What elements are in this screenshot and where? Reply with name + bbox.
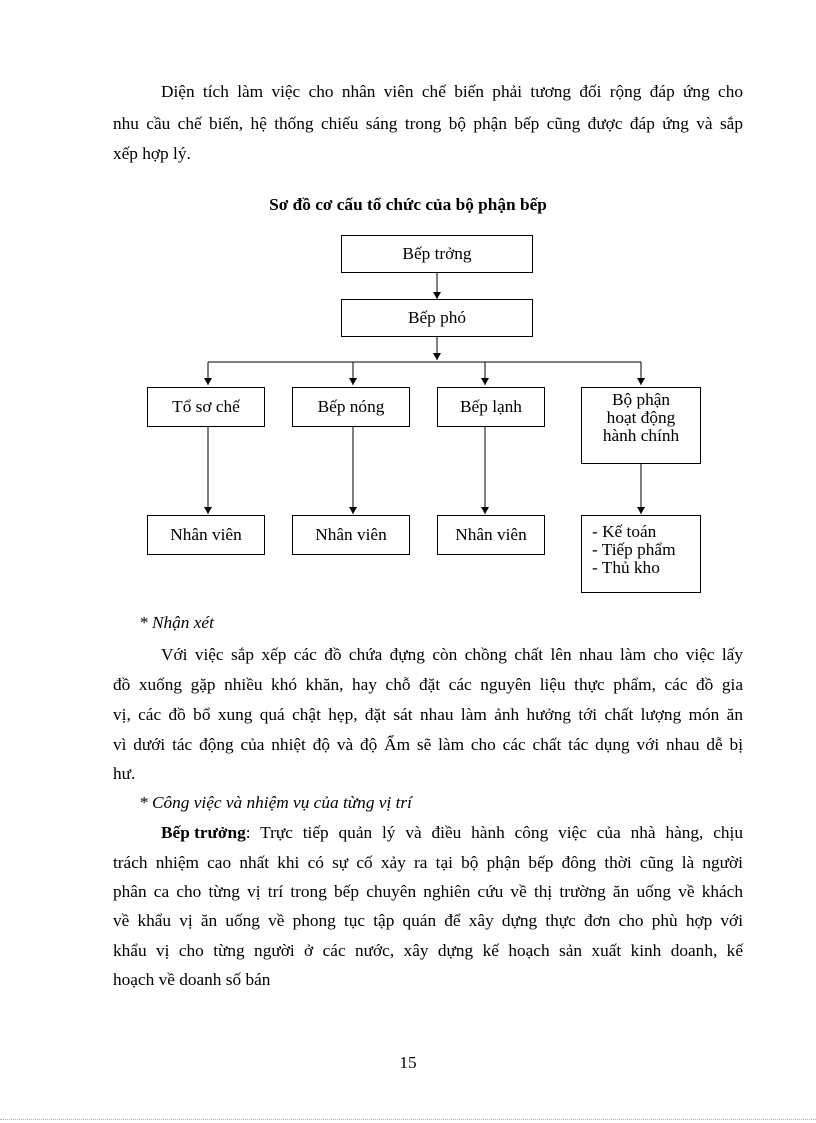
- dept-label-line-3: hành chính: [602, 426, 680, 445]
- staff-label: Nhân viên: [455, 525, 527, 544]
- remarks-line-5: hư.: [113, 764, 136, 783]
- duties-term: Bếp trưởng: [161, 823, 246, 842]
- staff-box-cold-kitchen: [437, 515, 545, 555]
- page-edge-divider: [0, 1119, 816, 1120]
- staff-box-hot-kitchen: [292, 515, 410, 555]
- remarks-line-1: Với việc sắp xếp các đồ chứa đựng còn chồng chất lên nhau làm cho việc lấy: [161, 645, 743, 664]
- dept-label: Bếp lạnh: [460, 397, 522, 416]
- page-number: 15: [399, 1053, 417, 1072]
- remarks-line-4: vì dưới tác động của nhiệt độ và độ Ẩm sẽ làm cho các chất tác dụng với nhau dễ bị: [113, 735, 743, 754]
- duties-line-3: phân ca cho từng vị trí trong bếp chuyên nghiên cứu về thị trường ăn uống về khách: [113, 882, 743, 901]
- staff-list-item: - Tiếp phẩm: [592, 540, 676, 559]
- duties-line-5: khẩu vị cho từng người ở các nước, xây dựng kế hoạch sản xuất kinh doanh, kế: [113, 941, 743, 960]
- intro-line-2: nhu cầu chế biến, hệ thống chiếu sáng trong bộ phận bếp cũng được đáp ứng và sắp: [113, 114, 743, 133]
- staff-list-item: - Kế toán: [592, 522, 657, 541]
- duties-line-1: [161, 822, 743, 844]
- intro-line-1: Diện tích làm việc cho nhân viên chế biến phải tương đối rộng đáp ứng cho: [161, 82, 743, 101]
- intro-line-3: xếp hợp lý.: [113, 144, 191, 163]
- dept-label: Tổ sơ chế: [172, 397, 240, 416]
- dept-box-hot-kitchen: [292, 387, 410, 427]
- staff-label: Nhân viên: [315, 525, 387, 544]
- deputy-chef-box: [341, 299, 533, 337]
- remarks-line-3: vị, các đồ bổ xung quá chật hẹp, đặt sát nhau làm ảnh hưởng tới chất lượng món ăn: [113, 705, 743, 724]
- duties-line-6: hoạch về doanh số bán: [113, 970, 271, 989]
- head-chef-label: Bếp trởng: [402, 244, 472, 263]
- dept-box-admin: [581, 387, 701, 464]
- remarks-heading: * Nhận xét: [139, 613, 214, 632]
- duties-line-2: trách nhiệm cao nhất khi có sự cố xảy ra tại bộ phận bếp đông thời cũng là người: [113, 853, 743, 872]
- staff-list-item: - Thủ kho: [592, 558, 660, 577]
- duties-first-line-rest: : Trực tiếp quản lý và điều hành công việc của nhà hàng, chịu: [245, 823, 743, 842]
- dept-label-line-1: Bộ phận: [611, 390, 671, 409]
- deputy-chef-label: Bếp phó: [407, 308, 467, 327]
- head-chef-box: [341, 235, 533, 273]
- dept-box-cold-kitchen: [437, 387, 545, 427]
- remarks-line-2: đồ xuống gặp nhiều khó khăn, hay chỗ đặt các nguyên liệu thực phẩm, các đồ gia: [113, 675, 743, 694]
- staff-box-admin: [581, 515, 701, 593]
- duties-heading: * Công việc và nhiệm vụ của từng vị trí: [139, 793, 412, 812]
- dept-label-line-2: hoạt động: [606, 408, 676, 427]
- dept-box-prep: [147, 387, 265, 427]
- staff-box-prep: [147, 515, 265, 555]
- duties-line-4: về khẩu vị ăn uống về phong tục tập quán để xây dựng thực đơn cho phù hợp với: [113, 911, 743, 930]
- dept-label: Bếp nóng: [317, 397, 385, 416]
- org-chart-title: Sơ đồ cơ cấu tổ chức của bộ phận bếp: [269, 195, 547, 214]
- staff-label: Nhân viên: [170, 525, 242, 544]
